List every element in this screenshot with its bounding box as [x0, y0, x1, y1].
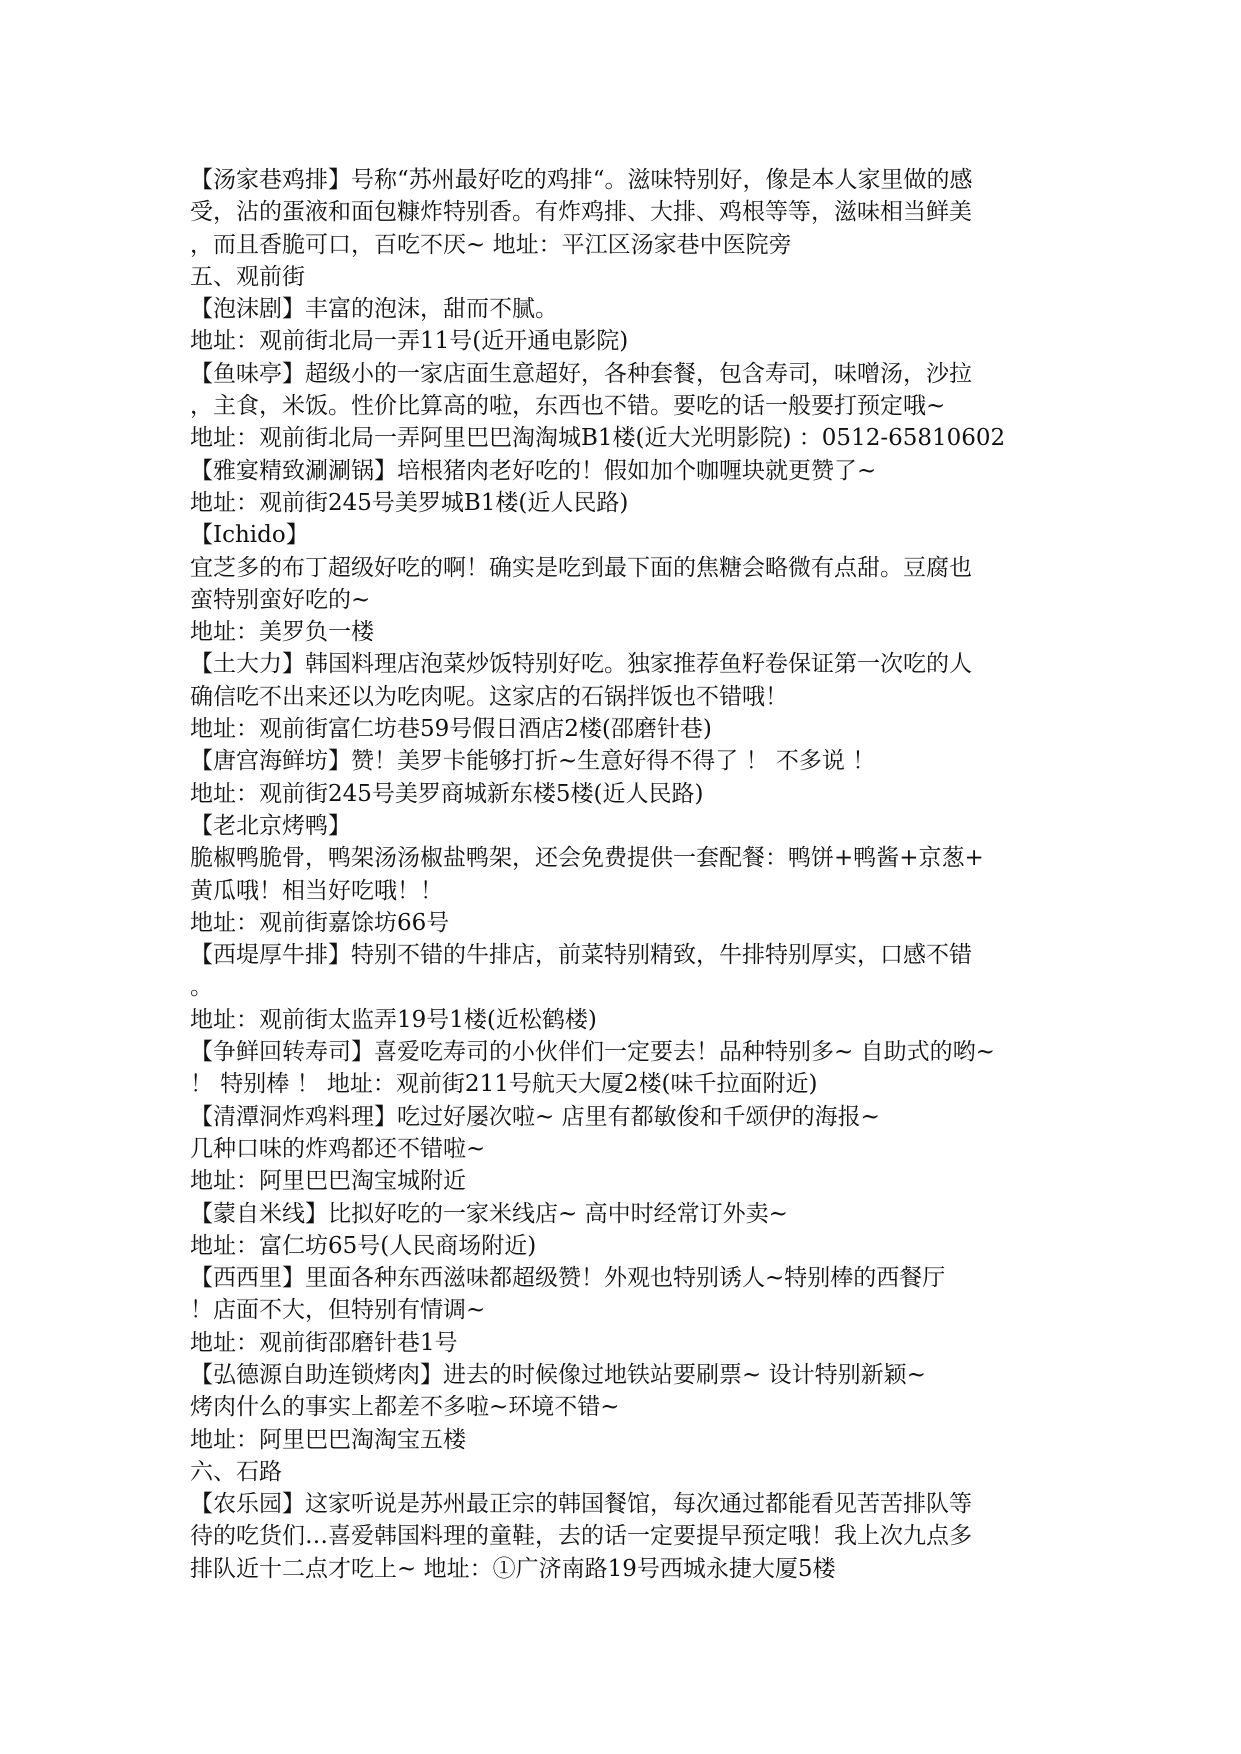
- text-line: 地址：观前街245号美罗商城新东楼5楼(近人民路): [190, 780, 704, 807]
- text-line: 【西堤厚牛排】特别不错的牛排店，前菜特别精致，牛排特别厚实，口感不错: [190, 942, 972, 969]
- text-line: 六、石路: [190, 1458, 282, 1485]
- text-line: 【汤家巷鸡排】号称“苏州最好吃的鸡排“。滋味特别好，像是本人家里做的感: [190, 167, 973, 193]
- text-line: 脆椒鸭脆骨，鸭架汤汤椒盐鸭架，还会免费提供一套配餐：鸭饼+鸭酱+京葱+: [190, 845, 984, 872]
- text-line: 待的吃货们…喜爱韩国料理的童鞋，去的话一定要提早预定哦！我上次九点多: [190, 1523, 972, 1550]
- text-line: 宜芝多的布丁超级好吃的啊！确实是吃到最下面的焦糖会略微有点甜。豆腐也: [190, 554, 972, 581]
- text-line: 【清潭洞炸鸡料理】吃过好屡次啦~ 店里有都敏俊和千颂伊的海报~: [190, 1103, 880, 1130]
- text-line: 地址：观前街邵磨针巷1号: [190, 1329, 458, 1356]
- text-line: 地址：观前街太监弄19号1楼(近松鹤楼): [190, 1006, 597, 1033]
- text-line: 【农乐园】这家听说是苏州最正宗的韩国餐馆，每次通过都能看见苦苦排队等: [190, 1491, 972, 1518]
- text-line: ！店面不大，但特别有情调~: [190, 1297, 486, 1324]
- text-line: 几种口味的炸鸡都还不错啦~: [190, 1135, 486, 1162]
- text-line: 【泡沫剧】丰富的泡沫，甜而不腻。: [190, 296, 558, 323]
- text-line: 【老北京烤鸭】: [190, 812, 351, 839]
- text-line: ，而且香脆可口，百吃不厌~ 地址：平江区汤家巷中医院旁: [190, 231, 792, 258]
- text-line: 地址：观前街嘉馀坊66号: [190, 909, 450, 936]
- text-line: 【争鲜回转寿司】喜爱吃寿司的小伙伴们一定要去！品种特别多~ 自助式的哟~: [190, 1039, 995, 1066]
- text-line: 【蒙自米线】比拟好吃的一家米线店~ 高中时经常订外卖~: [190, 1200, 788, 1227]
- text-line: ！ 特别棒 ！ 地址：观前街211号航天大厦2楼(味千拉面附近): [190, 1071, 818, 1098]
- text-line: 地址：阿里巴巴淘淘宝五楼: [190, 1426, 466, 1453]
- text-line: 地址：观前街北局一弄11号(近开通电影院): [190, 328, 629, 355]
- text-line: 确信吃不出来还以为吃肉呢。这家店的石锅拌饭也不错哦！: [190, 683, 788, 710]
- text-line: 【雅宴精致涮涮锅】培根猪肉老好吃的！假如加个咖喱块就更赞了~: [190, 457, 877, 484]
- text-line: 五、观前街: [190, 263, 305, 290]
- text-line: 蛮特别蛮好吃的~: [190, 586, 371, 613]
- document-body: [190, 164, 1060, 1585]
- text-line: 地址：美罗负一楼: [190, 619, 374, 646]
- text-line: 黄瓜哦！相当好吃哦！！: [190, 877, 443, 904]
- text-line: 【唐宫海鲜坊】赞！美罗卡能够打折~生意好得不得了 ！ 不多说 ！: [190, 748, 876, 775]
- text-line: 排队近十二点才吃上~ 地址：①广济南路19号西城永捷大厦5楼: [190, 1555, 836, 1582]
- text-line: 受，沾的蛋液和面包糠炸特别香。有炸鸡排、大排、鸡根等等，滋味相当鲜美: [190, 199, 972, 226]
- text-line: 【西西里】里面各种东西滋味都超级赞！外观也特别诱人~特别棒的西餐厅: [190, 1265, 946, 1292]
- text-line: ，主食，米饭。性价比算高的啦，东西也不错。要吃的话一般要打预定哦~: [190, 393, 946, 420]
- text-line: 烤肉什么的事实上都差不多啦~环境不错~: [190, 1394, 620, 1421]
- text-line: 【弘德源自助连锁烤肉】进去的时候像过地铁站要刷票~ 设计特别新颖~: [190, 1361, 926, 1388]
- text-line: 地址：观前街北局一弄阿里巴巴淘淘城B1楼(近大光明影院) ：0512-65810602: [190, 425, 1006, 452]
- text-line: 地址：富仁坊65号(人民商场附近): [190, 1232, 537, 1259]
- text-line: 【鱼味亭】超级小的一家店面生意超好，各种套餐，包含寿司，味噌汤，沙拉: [190, 360, 972, 387]
- text-line: 【土大力】韩国料理店泡菜炒饭特别好吃。独家推荐鱼籽卷保证第一次吃的人: [190, 651, 972, 678]
- text-line: 地址：观前街245号美罗城B1楼(近人民路): [190, 489, 629, 516]
- text-line: 地址：阿里巴巴淘宝城附近: [190, 1168, 466, 1195]
- text-line: 。: [190, 974, 213, 1001]
- text-line: 【Ichido】: [190, 522, 309, 549]
- text-line: 地址：观前街富仁坊巷59号假日酒店2楼(邵磨针巷): [190, 716, 712, 743]
